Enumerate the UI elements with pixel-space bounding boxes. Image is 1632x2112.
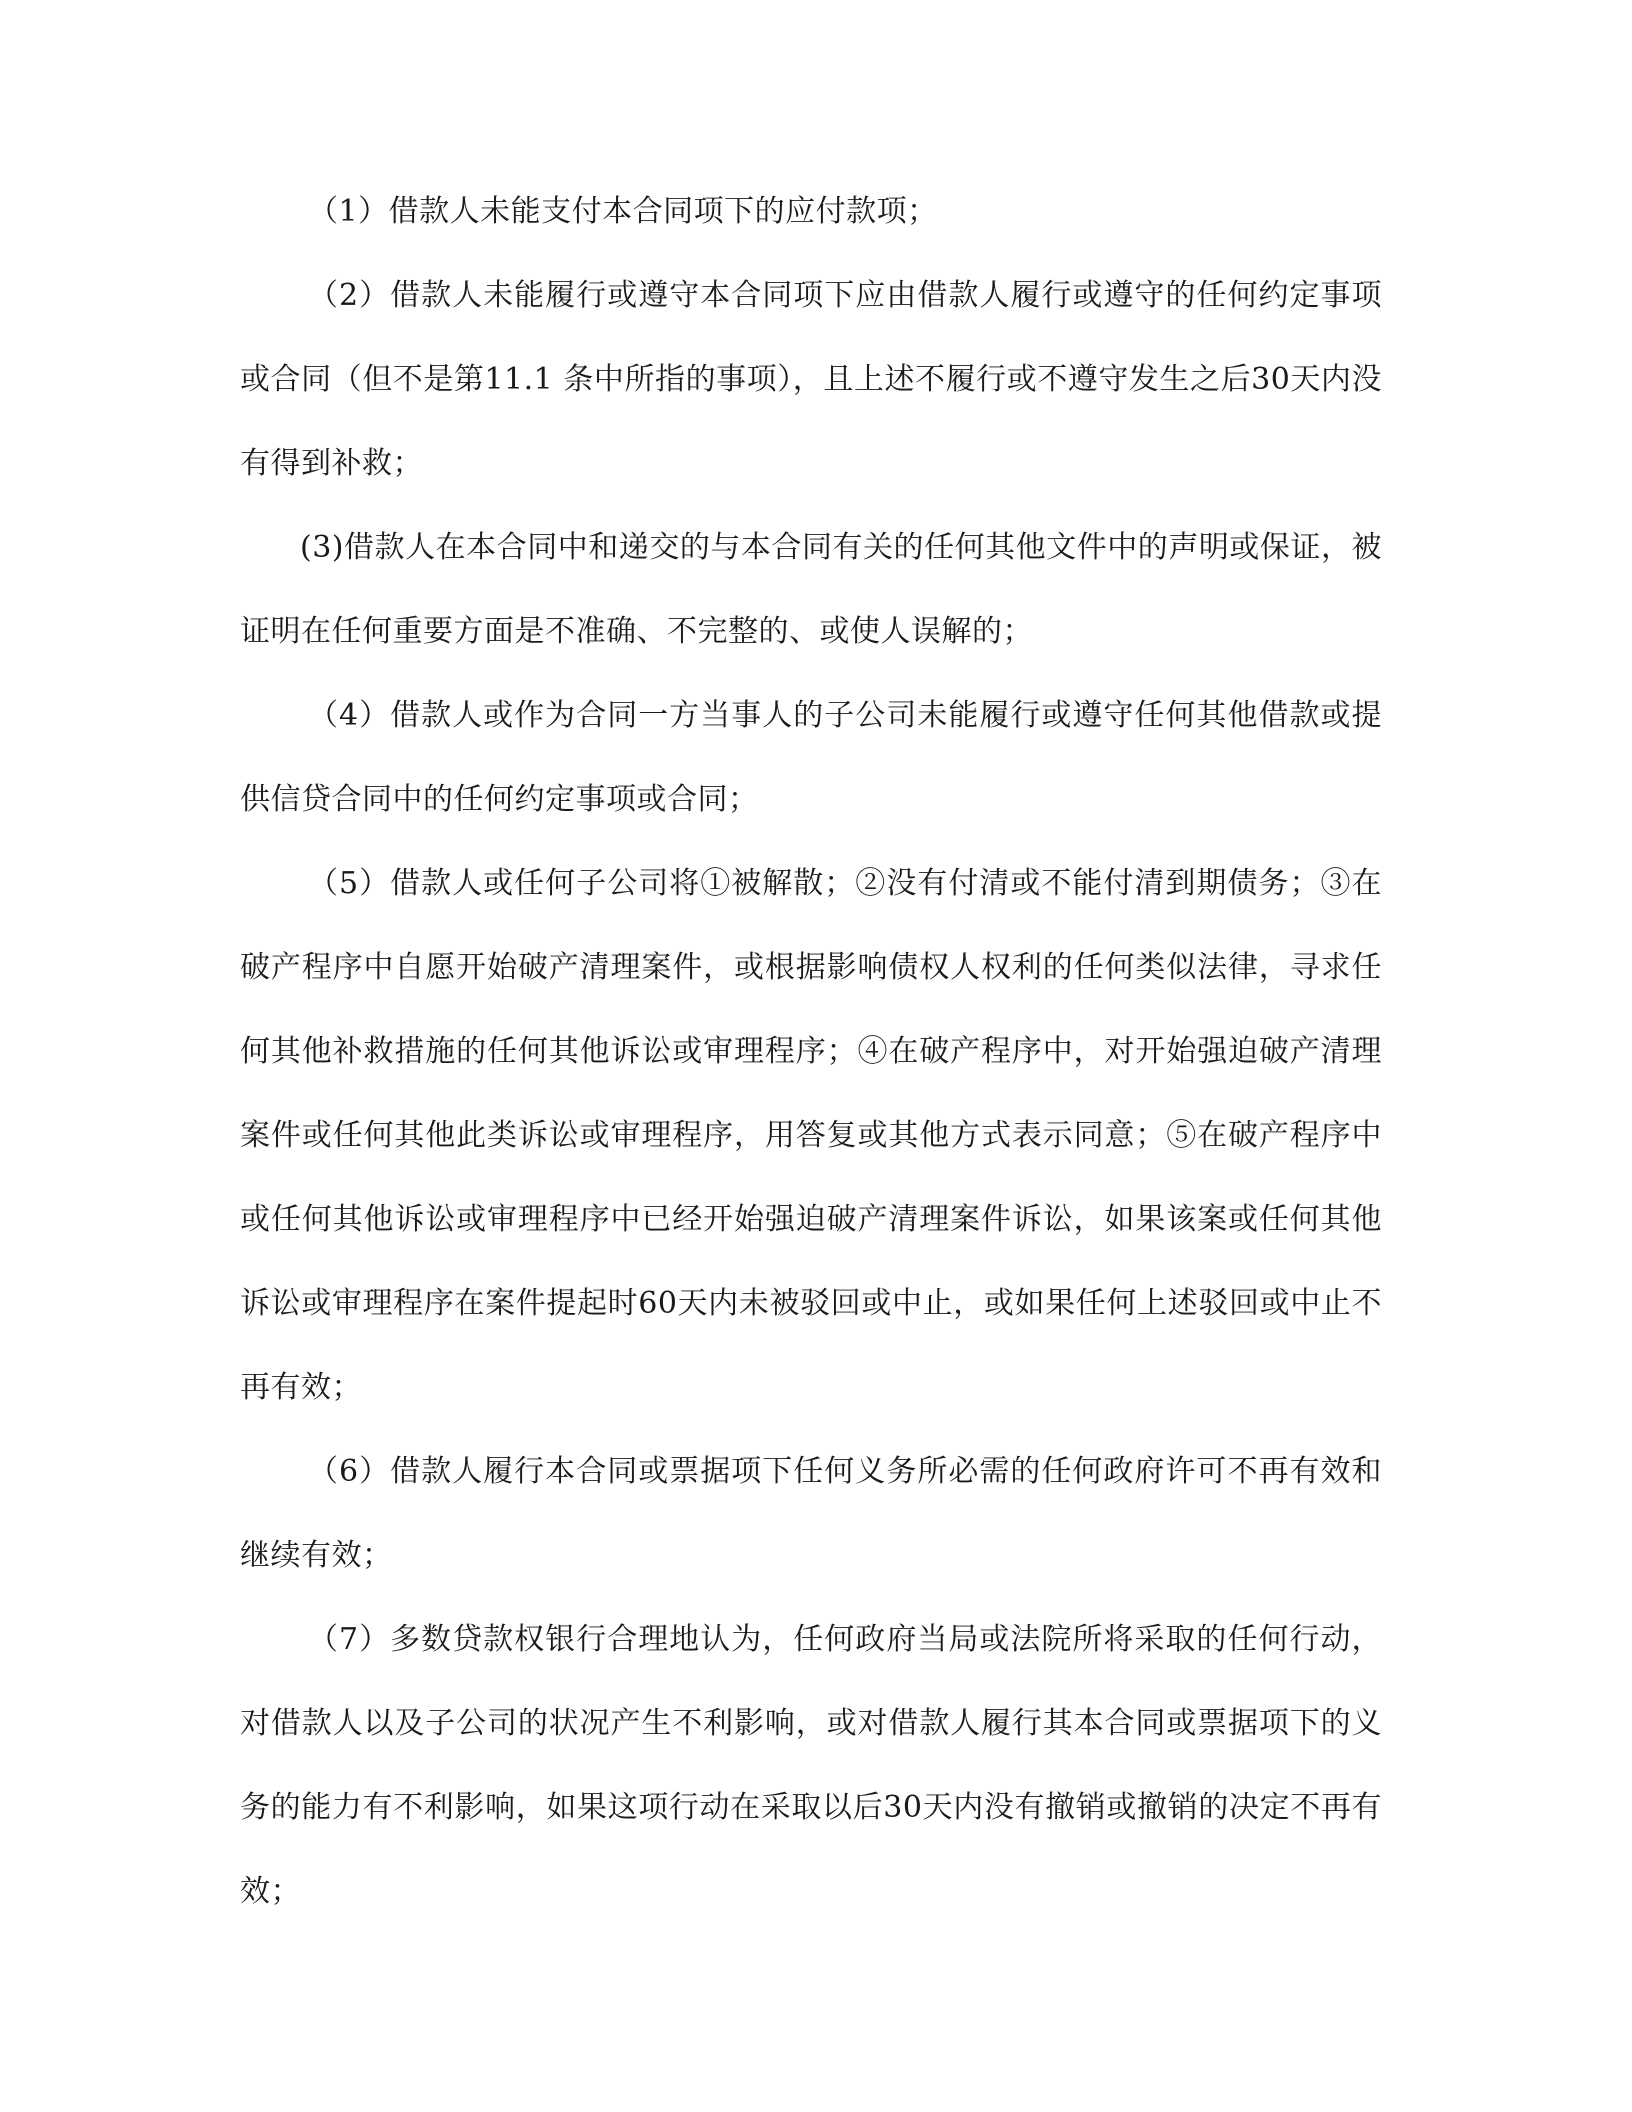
clause-5: （5）借款人或任何子公司将①被解散；②没有付清或不能付清到期债务；③在破产程序中自愿开始破产清理案件，或根据影响债权人权利的任何类似法律，寻求任何其他补救措施的任何其他诉讼或审理程序；④在破产程序中，对开始强迫破产清理案件或任何其他此类诉讼或审理程序，用答复或其他方式表示同意；⑤在破产程序中或任何其他诉讼或审理程序中已经开始强迫破产清理案件诉讼，如果该案或任何其他诉讼或审理程序在案件提起时60天内未被驳回或中止，或如果任何上述驳回或中止不再有效； [240,866,1382,1405]
clause-4: （4）借款人或作为合同一方当事人的子公司未能履行或遵守任何其他借款或提供信贷合同中的任何约定事项或合同； [240,698,1382,817]
document-page [240,170,1382,1934]
clause-1: （1）借款人未能支付本合同项下的应付款项； [308,194,938,229]
clause-6: （6）借款人履行本合同或票据项下任何义务所必需的任何政府许可不再有效和继续有效； [240,1454,1382,1573]
clause-3: (3)借款人在本合同中和递交的与本合同有关的任何其他文件中的声明或保证，被证明在任何重要方面是不准确、不完整的、或使人误解的； [240,530,1382,649]
clause-7: （7）多数贷款权银行合理地认为，任何政府当局或法院所将采取的任何行动，对借款人以及子公司的状况产生不利影响，或对借款人履行其本合同或票据项下的义务的能力有不利影响，如果这项行动在采取以后30天内没有撤销或撤销的决定不再有效； [240,1622,1382,1909]
clause-2: （2）借款人未能履行或遵守本合同项下应由借款人履行或遵守的任何约定事项或合同（但不是第11.1 条中所指的事项），且上述不履行或不遵守发生之后30天内没有得到补救； [240,278,1382,481]
